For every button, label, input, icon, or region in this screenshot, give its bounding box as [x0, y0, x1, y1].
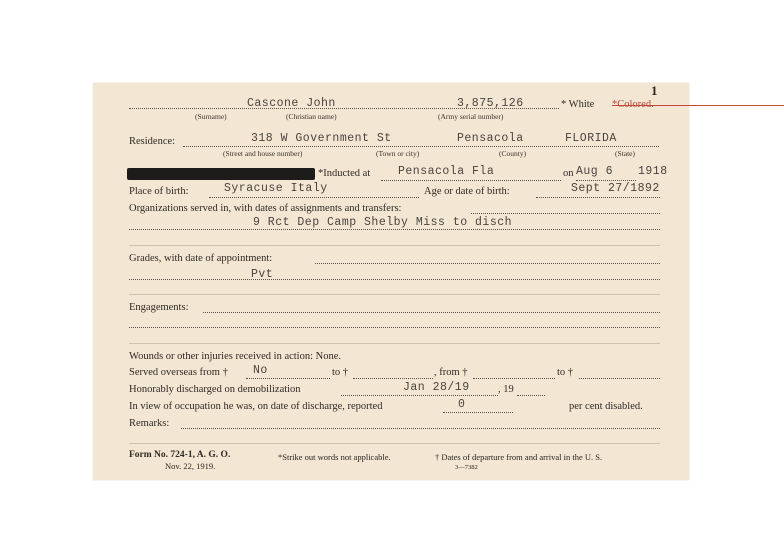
overseas-to-label-2: to † — [557, 367, 574, 378]
inducted-on-label: on — [563, 168, 574, 179]
inducted-date-line — [576, 180, 636, 181]
form-date: Nov. 22, 1919. — [165, 461, 216, 471]
engagements-line-3 — [129, 343, 660, 344]
birthplace-value: Syracuse Italy — [224, 182, 328, 195]
remarks-label: Remarks: — [129, 418, 170, 429]
surname-caption: (Surname) — [195, 112, 227, 121]
serial-value: 3,875,126 — [457, 97, 524, 110]
race-colored-label: *Colored. — [612, 99, 784, 110]
inducted-year: 1918 — [638, 165, 668, 178]
grades-line-2 — [129, 279, 660, 280]
overseas-value: No — [253, 364, 268, 377]
grades-value: Pvt — [251, 268, 274, 281]
overseas-from-line-2 — [473, 378, 555, 379]
disability-label: In view of occupation he was, on date of discharge, reported — [129, 401, 383, 412]
disability-value: 0 — [458, 398, 466, 411]
disability-suffix: per cent disabled. — [569, 401, 643, 412]
race-white-label: * White — [561, 99, 595, 110]
discharge-date: Jan 28/19 — [403, 381, 470, 394]
dates-note: † Dates of departure from and arrival in the U. S. — [435, 452, 603, 462]
grades-label: Grades, with date of appointment: — [129, 253, 273, 264]
overseas-to-line-2 — [579, 378, 660, 379]
grades-line-1 — [315, 263, 660, 264]
inducted-date: Aug 6 — [576, 165, 614, 178]
strike-note: *Strike out words not applicable. — [278, 452, 391, 462]
discharge-year-label: , 19 — [498, 384, 514, 395]
remarks-line-1 — [181, 428, 660, 429]
overseas-label: Served overseas from † — [129, 367, 228, 378]
form-number: Form No. 724-1, A. G. O. — [129, 450, 231, 460]
remarks-line-2 — [129, 443, 660, 444]
organizations-line-2 — [129, 229, 660, 230]
birthplace-label: Place of birth: — [129, 186, 189, 197]
residence-line — [183, 146, 659, 147]
wounds-label: Wounds or other injuries received in action: None. — [129, 351, 342, 362]
organizations-line-1 — [471, 213, 660, 214]
discharge-year-line — [517, 395, 545, 396]
overseas-from-label-2: , from † — [434, 367, 468, 378]
card-number: 1 — [651, 83, 658, 98]
engagements-line-1 — [203, 312, 660, 313]
redacted-block — [127, 168, 315, 180]
county-caption: (County) — [499, 149, 527, 158]
organizations-label: Organizations served in, with dates of assignments and transfers: — [129, 203, 402, 214]
birthdate-line — [536, 197, 660, 198]
print-code: 3—7382 — [455, 464, 478, 471]
residence-label: Residence: — [129, 136, 176, 147]
christian-caption: (Christian name) — [286, 112, 337, 121]
overseas-to-label-1: to † — [332, 367, 349, 378]
birthdate-label: Age or date of birth: — [424, 186, 510, 197]
grades-line-3 — [129, 294, 660, 295]
organizations-line-3 — [129, 245, 660, 246]
serial-caption: (Army serial number) — [438, 112, 504, 121]
discharge-label: Honorably discharged on demobilization — [129, 384, 301, 395]
disability-line — [443, 412, 513, 413]
street-caption: (Street and house number) — [223, 149, 303, 158]
engagements-label: Engagements: — [129, 302, 189, 313]
service-record-card — [93, 83, 689, 480]
discharge-line — [341, 395, 498, 396]
organizations-value: 9 Rct Dep Camp Shelby Miss to disch — [253, 216, 513, 229]
engagements-line-2 — [129, 327, 660, 328]
town-caption: (Town or city) — [376, 149, 420, 158]
name-value: Cascone John — [247, 97, 336, 110]
state-caption: (State) — [615, 149, 635, 158]
inducted-line — [381, 180, 561, 181]
residence-state: FLORIDA — [565, 132, 617, 145]
birthplace-line — [209, 197, 419, 198]
birthdate-value: Sept 27/1892 — [571, 182, 660, 195]
overseas-from-line — [246, 378, 330, 379]
inducted-place: Pensacola Fla — [398, 165, 495, 178]
inducted-label: *Inducted at — [318, 168, 371, 179]
residence-town: Pensacola — [457, 132, 524, 145]
overseas-to-line-1 — [353, 378, 433, 379]
residence-street: 318 W Government St — [251, 132, 392, 145]
